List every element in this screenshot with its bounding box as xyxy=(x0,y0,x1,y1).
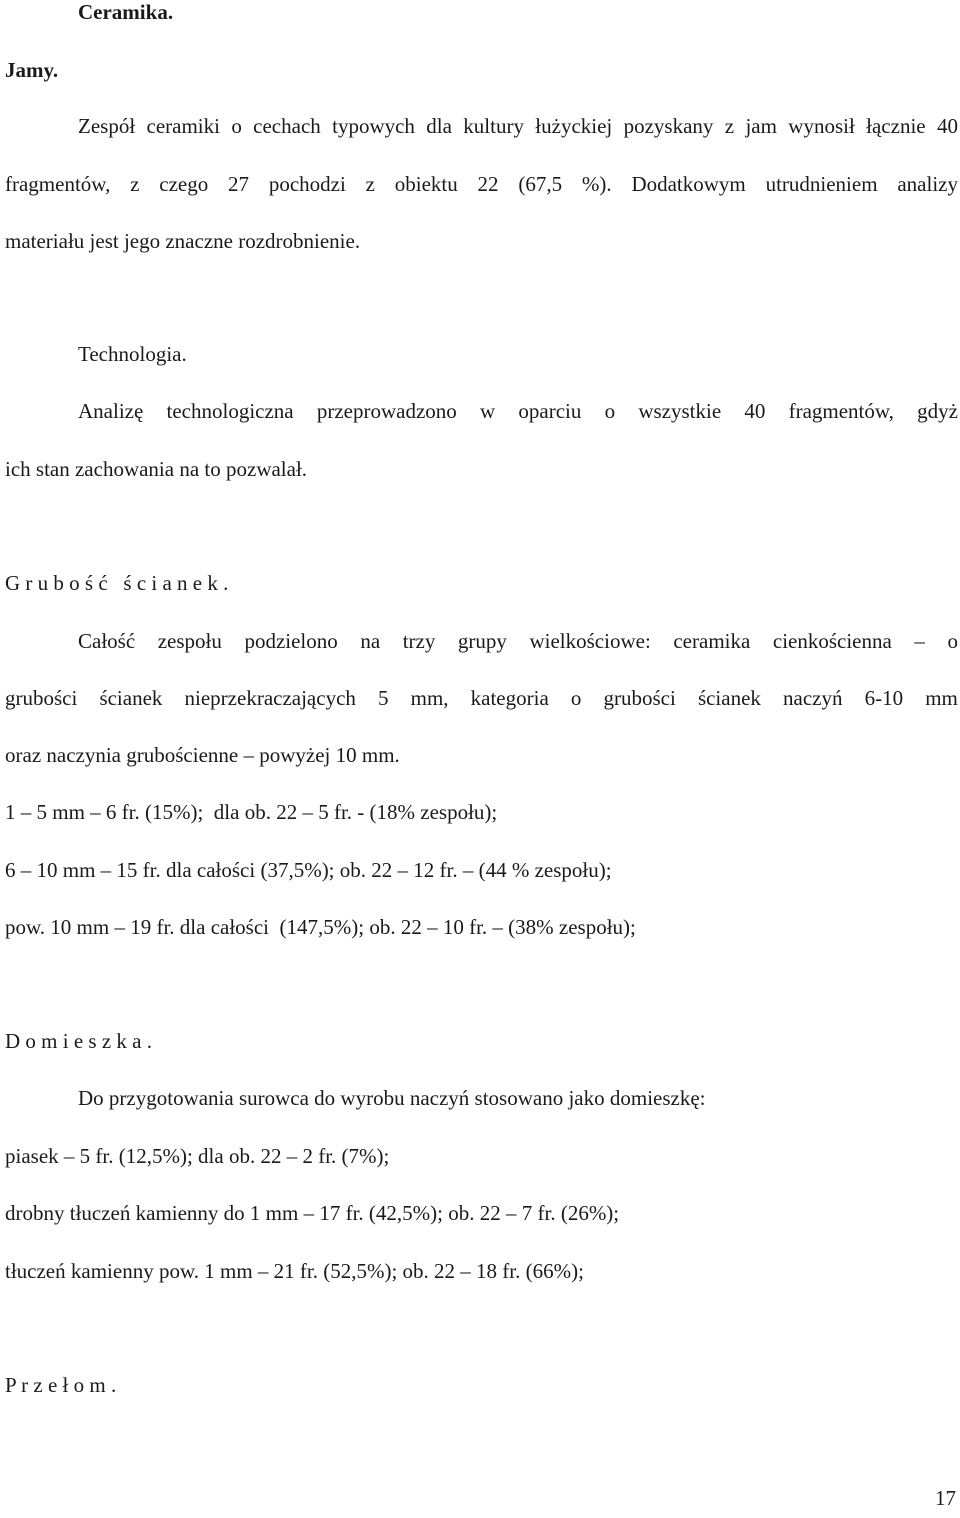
paragraph-1-line-3: materiału jest jego znaczne rozdrobnienie. xyxy=(5,229,361,253)
section-heading-jamy: Jamy. xyxy=(5,58,59,82)
word: (67,5 xyxy=(518,172,563,196)
domieszka-item-3: tłuczeń kamienny pow. 1 mm – 21 fr. (52,5%); ob. 22 – 18 fr. (66%); xyxy=(5,1259,584,1283)
domieszka-item-2: drobny tłuczeń kamienny do 1 mm – 17 fr. (42,5%); ob. 22 – 7 fr. (26%); xyxy=(5,1201,620,1225)
domieszka-item-1: piasek – 5 fr. (12,5%); dla ob. 22 – 2 fr. (7%); xyxy=(5,1144,390,1168)
grubosc-line-1 xyxy=(78,631,958,652)
word: o xyxy=(231,114,242,138)
word: fragmentów, xyxy=(5,172,111,196)
technologia-line-2: ich stan zachowania na to pozwalał. xyxy=(5,457,308,481)
word: Analizę xyxy=(78,399,144,423)
word: wszystkie xyxy=(638,399,722,423)
word: Zespół xyxy=(78,114,136,138)
word: podzielono xyxy=(244,629,338,653)
word: naczyń xyxy=(783,686,843,710)
word: jam xyxy=(745,114,777,138)
word: – xyxy=(914,629,925,653)
domieszka-intro: Do przygotowania surowca do wyrobu naczyń stosowano jako domieszkę: xyxy=(78,1086,706,1110)
word: czego xyxy=(159,172,209,196)
word: z xyxy=(724,114,735,138)
word: utrudnieniem xyxy=(765,172,878,196)
paragraph-1-line-2 xyxy=(5,174,958,195)
word: ceramiki xyxy=(146,114,220,138)
word: o xyxy=(604,399,616,423)
word: dla xyxy=(426,114,452,138)
word: fragmentów, xyxy=(788,399,894,423)
word: wynosił xyxy=(788,114,855,138)
word: oparciu xyxy=(518,399,582,423)
word: kultury xyxy=(463,114,524,138)
paragraph-1-line-1 xyxy=(78,116,958,137)
word: 27 xyxy=(228,172,250,196)
word: łącznie xyxy=(866,114,926,138)
word: przeprowadzono xyxy=(316,399,457,423)
word: cienkościenna xyxy=(772,629,892,653)
word: zespołu xyxy=(157,629,222,653)
word: o xyxy=(570,686,582,710)
word: o xyxy=(947,629,958,653)
grubosc-line-3: oraz naczynia grubościenne – powyżej 10 mm. xyxy=(5,743,400,767)
word: trzy xyxy=(402,629,436,653)
word: ceramika xyxy=(673,629,751,653)
technologia-line-1 xyxy=(78,401,958,422)
word: obiektu xyxy=(394,172,458,196)
word: na xyxy=(360,629,381,653)
word: mm xyxy=(925,686,958,710)
word: wielkościowe: xyxy=(529,629,651,653)
word: Dodatkowym xyxy=(631,172,746,196)
word: ścianek xyxy=(697,686,761,710)
word: 40 xyxy=(744,399,766,423)
grubosc-line-2 xyxy=(5,688,958,709)
grubosc-item-2: 6 – 10 mm – 15 fr. dla całości (37,5%); ob. 22 – 12 fr. – (44 % zespołu); xyxy=(5,858,612,882)
technologia-heading: Technologia. xyxy=(78,342,187,366)
word: Całość xyxy=(78,629,136,653)
word: %). xyxy=(581,172,612,196)
word: łużyckiej xyxy=(535,114,613,138)
grubosc-heading: G r u b o ś ć ś c i a n e k . xyxy=(5,571,229,595)
word: 40 xyxy=(936,114,958,138)
word: ścianek xyxy=(99,686,163,710)
word: z xyxy=(365,172,375,196)
grubosc-item-3: pow. 10 mm – 19 fr. dla całości (147,5%); ob. 22 – 10 fr. – (38% zespołu); xyxy=(5,915,636,939)
word: cechach xyxy=(253,114,321,138)
word: 6-10 xyxy=(864,686,904,710)
word: grupy xyxy=(457,629,507,653)
word: pozyskany xyxy=(623,114,714,138)
word: nieprzekraczających xyxy=(184,686,356,710)
word: 22 xyxy=(477,172,499,196)
word: grubości xyxy=(603,686,676,710)
grubosc-item-1: 1 – 5 mm – 6 fr. (15%); dla ob. 22 – 5 fr. - (18% zespołu); xyxy=(5,800,498,824)
word: z xyxy=(130,172,140,196)
word: 5 xyxy=(378,686,389,710)
domieszka-heading: D o m i e s z k a . xyxy=(5,1029,152,1053)
word: grubości xyxy=(5,686,78,710)
word: technologiczna xyxy=(166,399,294,423)
word: typowych xyxy=(332,114,415,138)
word: mm, xyxy=(410,686,449,710)
page-number: 17 xyxy=(935,1486,956,1510)
word: analizy xyxy=(897,172,958,196)
word: gdyż xyxy=(917,399,958,423)
word: w xyxy=(480,399,496,423)
word: pochodzi xyxy=(268,172,346,196)
word: kategoria xyxy=(470,686,549,710)
przelom-heading: P r z e ł o m . xyxy=(5,1373,117,1397)
section-heading-ceramika: Ceramika. xyxy=(78,0,174,24)
